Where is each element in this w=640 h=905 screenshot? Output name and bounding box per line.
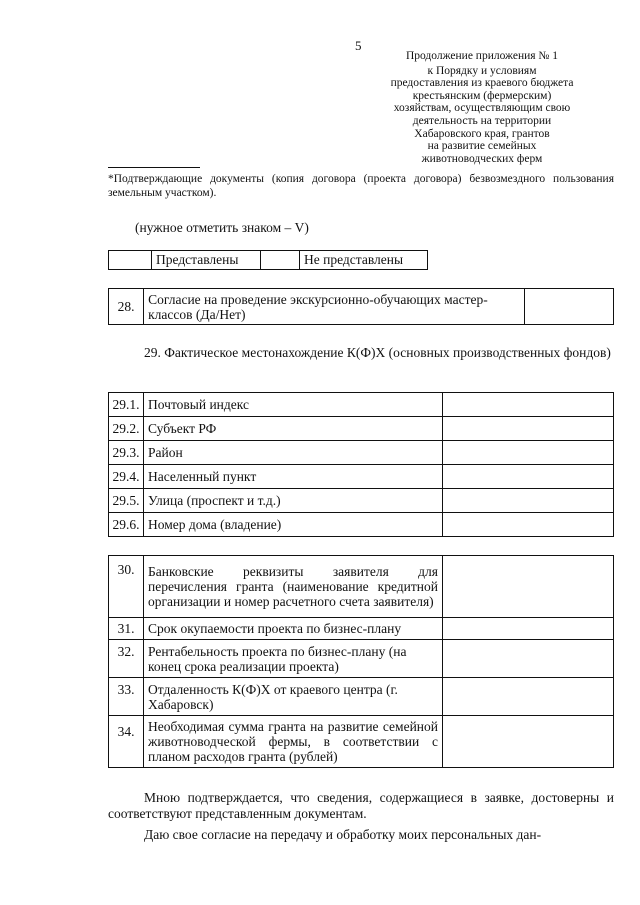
row-number: 29.1. <box>109 393 144 417</box>
table-row <box>109 441 614 465</box>
value-cell[interactable] <box>524 289 613 325</box>
row-label: Необходимая сумма гранта на развитие семейной животноводческой фермы, в соответствии с планом расходов гранта (рублей) <box>144 716 443 768</box>
row-number: 31. <box>109 618 144 640</box>
consent-paragraph: Даю свое согласие на передачу и обработку моих персональных дан- <box>144 827 542 842</box>
row-label: Срок окупаемости проекта по бизнес-плану <box>144 618 443 640</box>
row-number: 34. <box>109 716 144 768</box>
row-label: Отдаленность К(Ф)Х от краевого центра (г. Хабаровск) <box>144 678 443 716</box>
row-label: Номер дома (владение) <box>144 513 443 537</box>
table-row <box>109 556 614 618</box>
row-number: 33. <box>109 678 144 716</box>
table-row <box>109 393 614 417</box>
row-number: 29.3. <box>109 441 144 465</box>
appendix-line: к Порядку и условиям <box>427 64 537 77</box>
value-cell[interactable] <box>443 618 614 640</box>
appendix-line: животноводческих ферм <box>421 152 543 165</box>
value-cell[interactable] <box>443 513 614 537</box>
row-number: 30. <box>109 556 144 618</box>
project-details-table <box>108 555 614 768</box>
row-label: Согласие на проведение экскурсионно-обучающих мастер-классов (Да/Нет) <box>144 289 525 325</box>
appendix-line: Хабаровского края, грантов <box>414 127 550 140</box>
value-cell[interactable] <box>443 441 614 465</box>
row-label: Рентабельность проекта по бизнес-плану (на конец срока реализации проекта) <box>144 640 443 678</box>
appendix-header <box>352 50 612 165</box>
value-cell[interactable] <box>443 640 614 678</box>
table-row <box>109 465 614 489</box>
mark-instruction: (нужное отметить знаком – V) <box>135 220 309 235</box>
page-number: 5 <box>355 38 362 53</box>
table-row <box>109 417 614 441</box>
row-label: Улица (проспект и т.д.) <box>144 489 443 513</box>
section-29-heading: 29. Фактическое местонахождение К(Ф)Х (основных производственных фондов) <box>144 345 611 360</box>
row-number: 29.5. <box>109 489 144 513</box>
value-cell[interactable] <box>443 465 614 489</box>
provided-choice-table <box>108 250 428 270</box>
row-label: Район <box>144 441 443 465</box>
location-table <box>108 392 614 537</box>
appendix-line: на развитие семейных <box>427 140 537 153</box>
row-label: Почтовый индекс <box>144 393 443 417</box>
table-row <box>109 489 614 513</box>
appendix-title: Продолжение приложения № 1 <box>405 50 559 62</box>
row-label: Банковские реквизиты заявителя для перечисления гранта (наименование кредитной организации и номер расчетного счета заявителя) <box>144 556 443 618</box>
row-number: 29.2. <box>109 417 144 441</box>
appendix-line: крестьянским (фермерским) <box>412 89 552 102</box>
row-number: 29.4. <box>109 465 144 489</box>
row-label: Населенный пункт <box>144 465 443 489</box>
table-row <box>109 716 614 768</box>
value-cell[interactable] <box>443 393 614 417</box>
checkbox-not-provided[interactable] <box>261 251 300 270</box>
row-number: 28. <box>109 289 144 325</box>
appendix-line: предоставления из краевого бюджета <box>390 77 574 90</box>
row-number: 29.6. <box>109 513 144 537</box>
table-row <box>109 618 614 640</box>
value-cell[interactable] <box>443 417 614 441</box>
row-label: Субъект РФ <box>144 417 443 441</box>
row-number: 32. <box>109 640 144 678</box>
checkbox-provided[interactable] <box>109 251 152 270</box>
footnote: *Подтверждающие документы (копия договора (проекта договора) безвозмездного пользования земельным участком). <box>108 173 614 199</box>
value-cell[interactable] <box>443 716 614 768</box>
provided-label: Представлены <box>152 251 261 270</box>
table-row <box>109 640 614 678</box>
footnote-divider <box>108 167 200 168</box>
appendix-line: хозяйствам, осуществляющим свою <box>393 102 571 115</box>
item-28-table <box>108 288 614 325</box>
value-cell[interactable] <box>443 489 614 513</box>
not-provided-label: Не представлены <box>300 251 428 270</box>
value-cell[interactable] <box>443 678 614 716</box>
value-cell[interactable] <box>443 556 614 618</box>
table-row <box>109 513 614 537</box>
confirmation-paragraph: Мною подтверждается, что сведения, содержащиеся в заявке, достоверны и соответствуют представленным документам. <box>108 790 614 821</box>
table-row <box>109 678 614 716</box>
appendix-line: деятельность на территории <box>412 114 552 127</box>
